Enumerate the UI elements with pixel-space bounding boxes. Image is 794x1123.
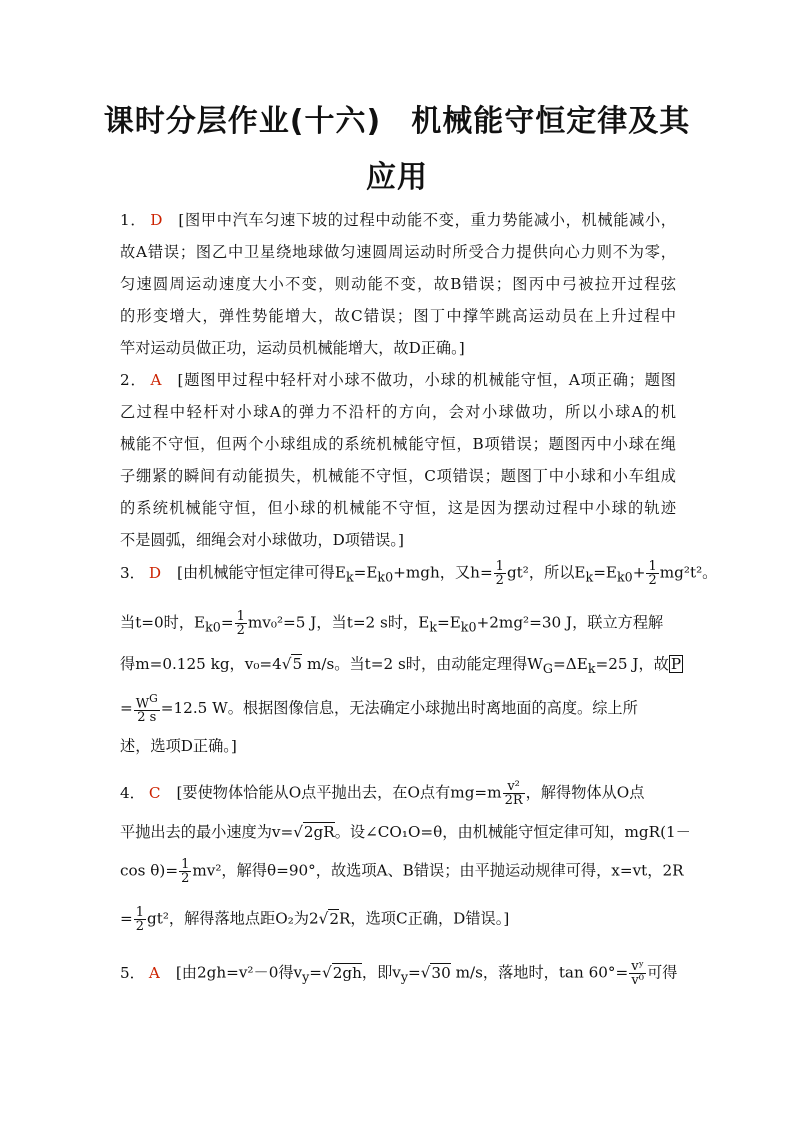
page-title-continued: 应用 xyxy=(366,160,428,195)
boxed-symbol: P xyxy=(670,655,682,673)
sqrt-icon: √ xyxy=(281,655,292,673)
sqrt-icon: √ xyxy=(318,909,329,928)
fraction: $\frac{1}{2}$ xyxy=(495,559,504,588)
q2-number: 2． xyxy=(120,371,147,389)
q3-number: 3． xyxy=(120,563,145,582)
q2-line-3: 械能不守恒，但两个小球组成的系统机械能守恒，B项错误；题图丙中小球在绳 xyxy=(120,435,676,453)
fraction: $\frac{\text{vʸ}}{\text{v⁰}}$ xyxy=(631,959,645,988)
fraction: $\frac{1}{2}$ xyxy=(236,609,245,638)
fraction: $\frac{\text{v²}}{2R}$ xyxy=(504,779,523,808)
q1-line-5: 竿对运动员做正功，运动员机械能增大，故D正确。] xyxy=(120,339,465,357)
fraction: $\frac{1}{2}$ xyxy=(648,559,657,588)
q3-line-2: 当t=0时，$E_{k0}=$ $\frac{1}{2}$ mv₀²=5 J，当t=2 s时，$E_k=E_{k0}+2mg^2=30$ J，联立方程解 xyxy=(120,609,664,638)
q2-line-1: 2． A [题图甲过程中轻杆对小球不做功，小球的机械能守恒，A项正确；题图 xyxy=(120,371,676,389)
fraction: $\frac{1}{2}$ xyxy=(135,905,145,934)
q2-line-4: 子绷紧的瞬间有动能损失，机械能不守恒，C项错误；题图丁中小球和小车组成 xyxy=(120,467,676,485)
q4-line-3: cos θ)= $\frac{1}{2}$ mv²，解得θ=90°，故选项A、B错误；由平抛运动规律可得，x=vt，2R xyxy=(120,857,684,886)
q2-line-6: 不是圆弧，细绳会对小球做功，D项错误。] xyxy=(120,531,404,549)
title-part-2: 机械能守恒定律及其 xyxy=(411,104,691,139)
q5-line-1: 5． A [由2gh=v²－0得$v_y=√2gh$，即$v_y=√30$ m/s，落地时，tan 60°= $\frac{\text{vʸ}}{\text{v⁰}}$ 可得 xyxy=(120,959,678,988)
q1-number: 1． xyxy=(120,211,147,229)
q4-line-1: 4． C [要使物体恰能从O点平抛出去，在O点有mg=m $\frac{\text{v²}}{2R}$ ，解得物体从O点 xyxy=(120,779,645,808)
q4-answer: C xyxy=(148,783,161,802)
q3-line-4: = $\frac{W^G}{2 s}$ =12.5 W。根据图像信息，无法确定小球抛出时离地面的高度。综上所 xyxy=(120,692,638,726)
q4-line-2: 平抛出去的最小速度为v=√2gR。设∠CO₁O=θ，由机械能守恒定律可知，mgR(1－ xyxy=(120,823,691,841)
fraction: $\frac{W^G}{2 s}$ xyxy=(135,692,158,726)
q1-line-3: 匀速圆周运动速度大小不变，则动能不变，故B错误；图丙中弓被拉开过程弦 xyxy=(120,275,676,293)
q2-line-2: 乙过程中轻杆对小球A的弹力不沿杆的方向，会对小球做功，所以小球A的机 xyxy=(120,403,676,421)
page-title xyxy=(0,96,794,140)
sqrt-icon: √ xyxy=(420,963,431,982)
q3-answer: D xyxy=(148,563,162,582)
sqrt-icon: √ xyxy=(293,823,303,841)
q2-line-5: 的系统机械能守恒，但小球的机械能不守恒，这是因为摆动过程中小球的轨迹 xyxy=(120,499,676,517)
sqrt-icon: √ xyxy=(322,963,332,982)
q1-answer: D xyxy=(150,211,163,229)
q4-line-4: = $\frac{1}{2}$ gt²，解得落地点距O₂为2√2R，选项C正确，D错误。] xyxy=(120,905,510,934)
q5-number: 5． xyxy=(120,963,145,982)
q3-line-3: 得m=0.125 kg，v₀=4√5 m/s。当t=2 s时，由动能定理得$W_G=\Delta E_k=25$ J，故 P xyxy=(120,655,682,677)
q3-line-5: 述，选项D正确。] xyxy=(120,737,237,755)
q1-line-2: 故A错误；图乙中卫星绕地球做匀速圆周运动时所受合力提供向心力则不为零， xyxy=(120,243,676,261)
q4-number: 4． xyxy=(120,783,145,802)
q1-line-1: 1． D [图甲中汽车匀速下坡的过程中动能不变，重力势能减小，机械能减小， xyxy=(120,211,676,229)
fraction: $\frac{1}{2}$ xyxy=(181,857,190,886)
q3-line-1: 3． D [由机械能守恒定律可得$E_k=E_{k0}+mgh$，又h= $\frac{1}{2}$ gt²，所以$E_k=E_{k0}+$ $\frac{1}{2}$ mg²t²。 xyxy=(120,559,718,588)
title-part-1: 课时分层作业(十六) xyxy=(103,104,382,139)
q2-answer: A xyxy=(150,371,162,389)
q5-answer: A xyxy=(148,963,160,982)
q1-line-4: 的形变增大，弹性势能增大，故C错误；图丁中撑竿跳高运动员在上升过程中 xyxy=(120,307,676,325)
